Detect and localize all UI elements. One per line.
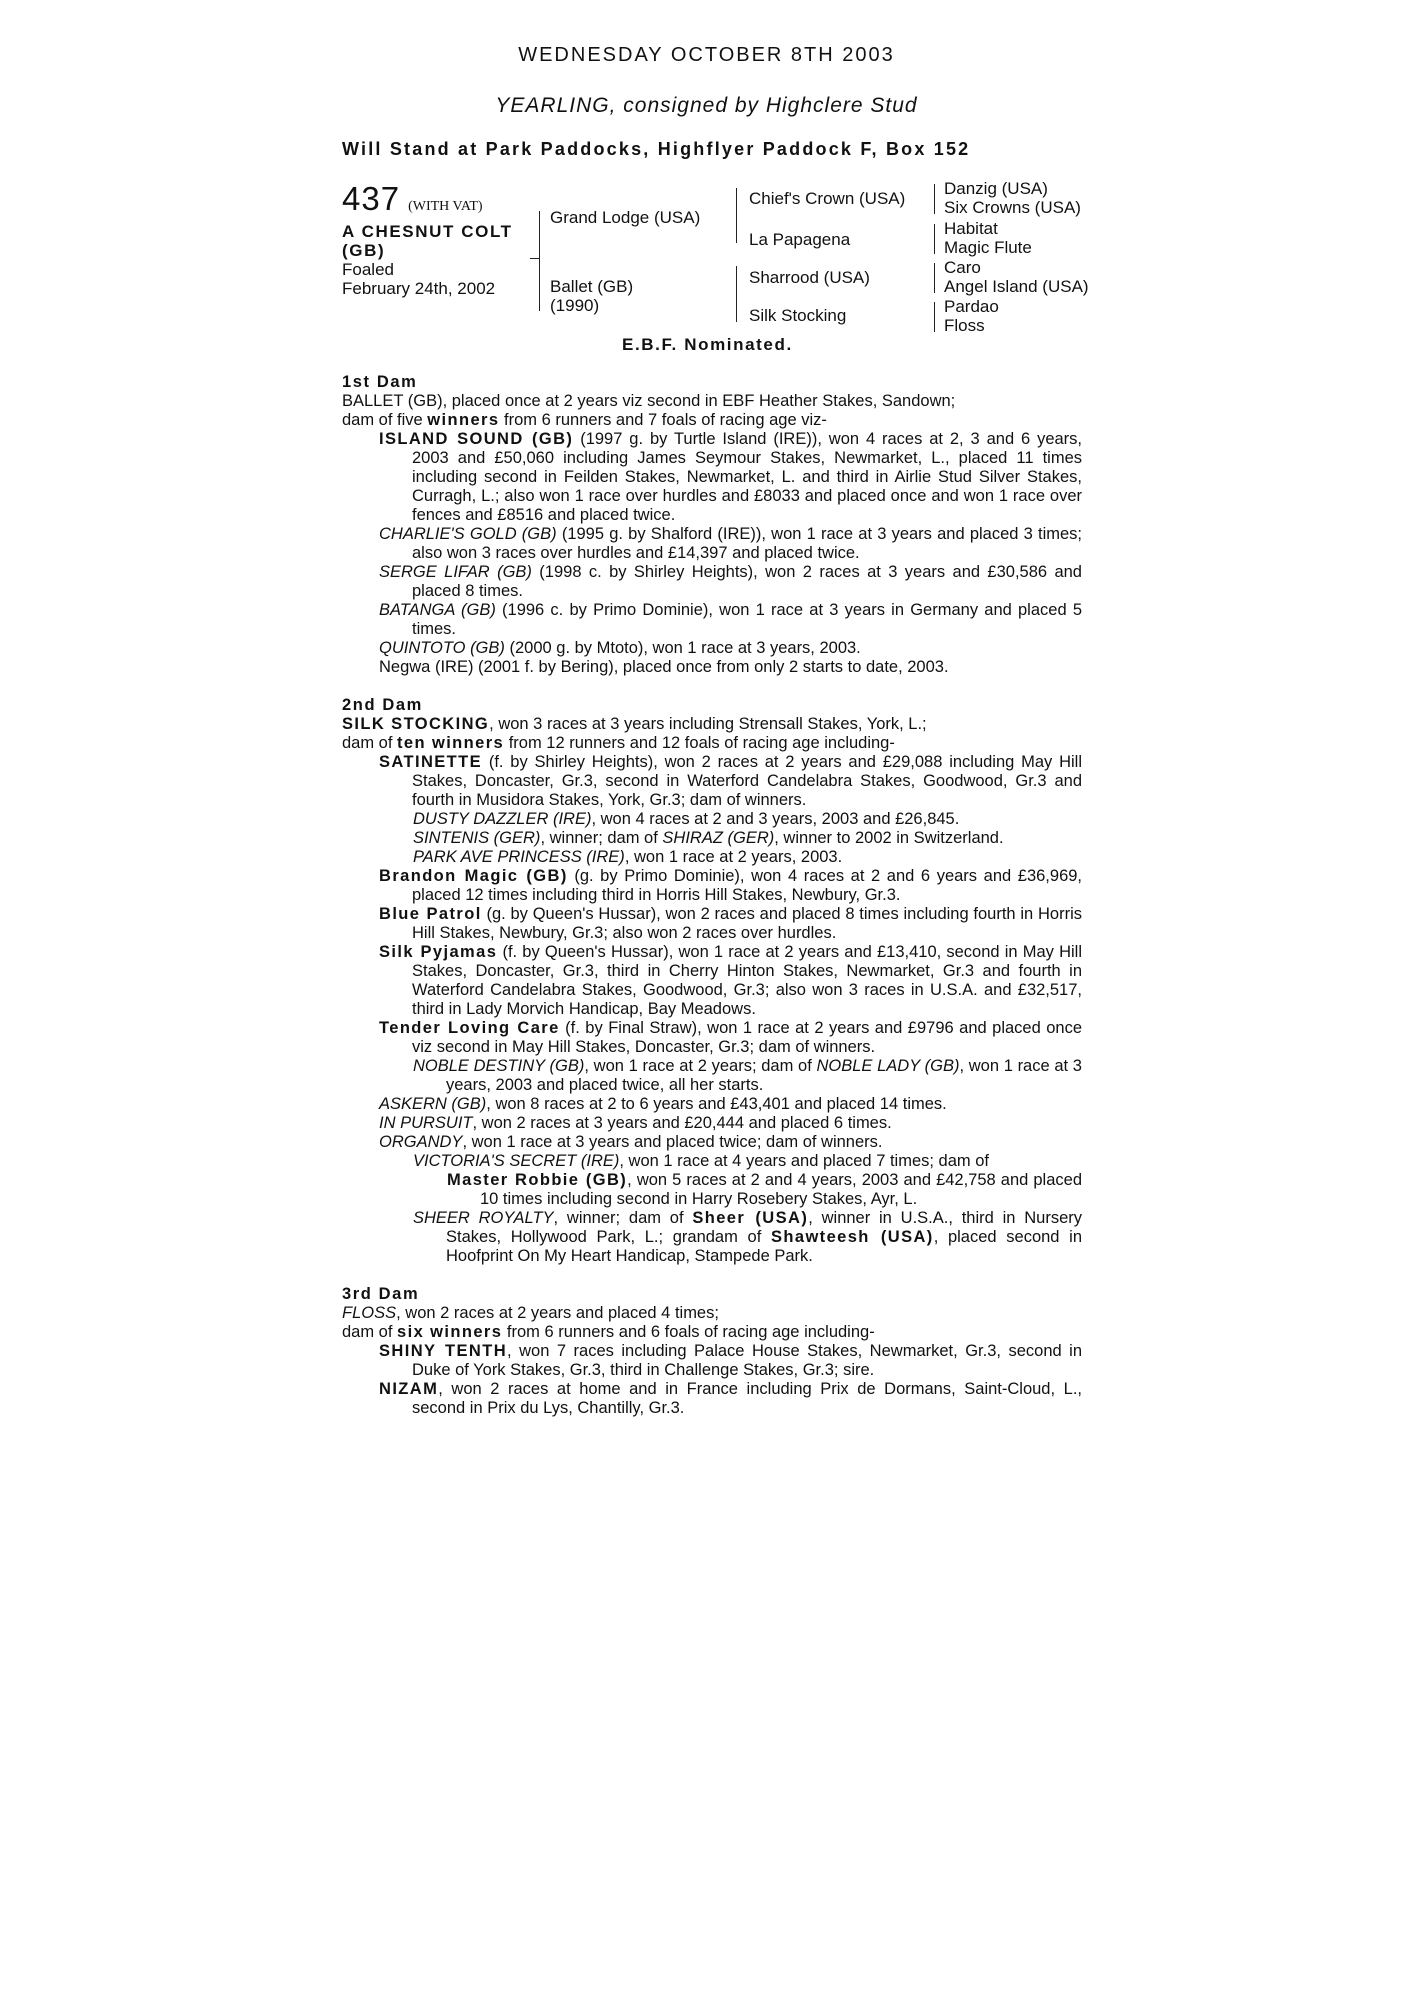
horse-name: SHEER ROYALTY bbox=[413, 1209, 554, 1227]
produce-subsubentry bbox=[342, 1171, 1082, 1209]
brace-g2 bbox=[934, 224, 935, 254]
entry-text: (g. by Primo Dominie), won 4 races at 2 and 6 years and £36,969, placed 12 times including third in Horris Hill Stakes, Newbury, Gr.3. bbox=[412, 867, 1083, 904]
produce-subentry bbox=[342, 1152, 1082, 1171]
entry-text: (g. by Queen's Hussar), won 2 races and placed 8 times including fourth in Horris Hill Stakes, Newbury, Gr.3; also won 2 races over hurdles. bbox=[412, 905, 1082, 942]
entry-text: , won 2 races at home and in France including Prix de Dormans, Saint-Cloud, L., second in Prix du Lys, Chantilly, Gr.3. bbox=[412, 1380, 1082, 1417]
produce-entry bbox=[342, 658, 1082, 677]
pedigree-g-dd-d: Floss bbox=[944, 316, 985, 335]
brace-g4 bbox=[934, 302, 935, 332]
entry-text: , won 1 race at 3 years, 2003 and placed twice, all her starts. bbox=[446, 1057, 1082, 1094]
entry-text: , won 7 races including Palace House Stakes, Newmarket, Gr.3, second in Duke of York Stakes, Gr.3, third in Challenge Stakes, Gr.3; sire. bbox=[412, 1342, 1083, 1379]
entry-text: , placed second in Hoofprint On My Heart Handicap, Stampede Park. bbox=[446, 1228, 1083, 1265]
produce-entry bbox=[342, 1133, 1082, 1152]
produce-entry bbox=[342, 563, 1082, 601]
brace-main bbox=[539, 211, 540, 311]
entry-text: , won 5 races at 2 and 4 years, 2003 and £42,758 and placed 10 times including second in Harry Rosebery Stakes, Ayr, L. bbox=[480, 1171, 1082, 1208]
text: dam of bbox=[342, 1323, 398, 1341]
third-dam-heading: 3rd Dam bbox=[342, 1285, 420, 1303]
horse-name: DUSTY DAZZLER (IRE) bbox=[413, 810, 592, 828]
produce-entry bbox=[342, 1380, 1082, 1418]
stand-location: Will Stand at Park Paddocks, Highflyer Paddock F, Box 152 bbox=[342, 139, 971, 159]
horse-name: CHARLIE'S GOLD (GB) bbox=[379, 525, 557, 543]
pedigree-dam: Ballet (GB) bbox=[550, 277, 634, 296]
horse-name: Tender Loving Care bbox=[379, 1019, 560, 1037]
horse-name: ORGANDY bbox=[379, 1133, 463, 1151]
winners-label: winners bbox=[427, 411, 500, 429]
produce-entry bbox=[342, 601, 1082, 639]
horse-name: NOBLE DESTINY (GB) bbox=[413, 1057, 585, 1075]
text: , won 3 races at 3 years including Strensall Stakes, York, L.; bbox=[489, 715, 927, 733]
consignment-line: YEARLING, consigned by Highclere Stud bbox=[495, 94, 918, 117]
produce-entry bbox=[342, 1019, 1082, 1057]
pedigree-notes bbox=[342, 373, 1082, 1418]
pedigree-g-ds-d: Angel Island (USA) bbox=[944, 277, 1089, 296]
horse-name: SHINY TENTH bbox=[379, 1342, 508, 1360]
produce-subentry bbox=[342, 829, 1082, 848]
horse-name: Master Robbie (GB) bbox=[447, 1171, 628, 1189]
entry-text: (1997 g. by Turtle Island (IRE)), won 4 races at 2, 3 and 6 years, 2003 and £50,060 including James Seymour Stakes, Newmarket, L., placed 11 times including second in Feilden Stakes, Newmarket, L. and third in Airlie Stud Silver Stakes, Curragh, L.; also won 1 race over hurdles and £8033 and placed once and won 1 race over fences and £8516 and placed twice. bbox=[412, 430, 1082, 524]
pedigree-g-ds-s: Caro bbox=[944, 258, 981, 277]
entry-text: (1996 c. by Primo Dominie), won 1 race at 3 years in Germany and placed 5 times. bbox=[412, 601, 1082, 638]
horse-name: Shawteesh (USA) bbox=[770, 1228, 934, 1246]
winners-label: ten winners bbox=[397, 734, 505, 752]
foaled-label: Foaled bbox=[342, 260, 394, 279]
pedigree-g-ss-s: Danzig (USA) bbox=[944, 179, 1048, 198]
entry-text: , winner in U.S.A., third in Nursery Stakes, Hollywood Park, L.; grandam of bbox=[446, 1209, 1082, 1246]
brace-main-tip bbox=[530, 258, 539, 259]
pedigree-dam-sire: Sharrood (USA) bbox=[749, 268, 870, 287]
produce-entry bbox=[342, 639, 1082, 658]
horse-name: SATINETTE bbox=[379, 753, 483, 771]
pedigree-g-dd-s: Pardao bbox=[944, 297, 999, 316]
produce-entry bbox=[342, 525, 1082, 563]
first-dam-intro-1: BALLET (GB), placed once at 2 years viz second in EBF Heather Stakes, Sandown; bbox=[342, 392, 956, 410]
brace-sire bbox=[736, 188, 737, 243]
entry-text: , won 1 race at 2 years, 2003. bbox=[624, 848, 843, 866]
lot-number: 437 bbox=[342, 180, 401, 217]
horse-name: Brandon Magic (GB) bbox=[379, 867, 568, 885]
produce-entry bbox=[342, 867, 1082, 905]
produce-entry bbox=[342, 753, 1082, 810]
foaled-date: February 24th, 2002 bbox=[342, 279, 496, 298]
horse-name: NIZAM bbox=[379, 1380, 439, 1398]
winners-label: six winners bbox=[397, 1323, 503, 1341]
pedigree-dam-dam: Silk Stocking bbox=[749, 306, 847, 325]
produce-entry bbox=[342, 943, 1082, 1019]
entry-text: (f. by Shirley Heights), won 2 races at 2 years and £29,088 including May Hill Stakes, Doncaster, Gr.3, second in Waterford Candelabra Stakes, Goodwood, Gr.3 and fourth in Musidora Stakes, York, Gr.3; dam of winners. bbox=[412, 753, 1082, 809]
pedigree-g-sd-s: Habitat bbox=[944, 219, 998, 238]
first-dam-heading: 1st Dam bbox=[342, 373, 418, 391]
pedigree-g-ss-d: Six Crowns (USA) bbox=[944, 198, 1081, 217]
vat-note: (WITH VAT) bbox=[408, 199, 483, 214]
entry-text: , won 2 races at 3 years and £20,444 and placed 6 times. bbox=[472, 1114, 892, 1132]
entry-text: (1995 g. by Shalford (IRE)), won 1 race at 3 years and placed 3 times; also won 3 races over hurdles and £14,397 and placed twice. bbox=[412, 525, 1082, 562]
horse-name: SERGE LIFAR (GB) bbox=[379, 563, 532, 581]
produce-entry bbox=[342, 905, 1082, 943]
pedigree-dam-year: (1990) bbox=[550, 296, 600, 315]
produce-subentry bbox=[342, 848, 1082, 867]
horse-name: QUINTOTO (GB) bbox=[379, 639, 505, 657]
pedigree-sire-dam: La Papagena bbox=[749, 230, 851, 249]
third-dam-intro-1 bbox=[342, 1304, 1082, 1323]
produce-entry bbox=[342, 1095, 1082, 1114]
third-dam-intro-2 bbox=[342, 1323, 1082, 1342]
horse-name: Sheer (USA) bbox=[692, 1209, 809, 1227]
brace-dam bbox=[736, 266, 737, 322]
entry-text: , won 1 race at 4 years and placed 7 times; dam of bbox=[619, 1152, 989, 1170]
produce-subentry bbox=[342, 1057, 1082, 1095]
text: from 12 runners and 12 foals of racing age including- bbox=[504, 734, 895, 752]
horse-name: PARK AVE PRINCESS (IRE) bbox=[413, 848, 625, 866]
entry-text: (1998 c. by Shirley Heights), won 2 races at 3 years and £30,586 and placed 8 times. bbox=[412, 563, 1082, 600]
horse-name: IN PURSUIT bbox=[379, 1114, 473, 1132]
lot-info bbox=[342, 180, 542, 298]
entry-text: Negwa (IRE) (2001 f. by Bering), placed once from only 2 starts to date, 2003. bbox=[379, 658, 949, 676]
horse-name: Blue Patrol bbox=[379, 905, 482, 923]
entry-text: , winner; dam of bbox=[553, 1209, 693, 1227]
horse-name: SILK STOCKING bbox=[342, 715, 490, 733]
entry-text: (2000 g. by Mtoto), won 1 race at 3 years, 2003. bbox=[504, 639, 861, 657]
text: , won 2 races at 2 years and placed 4 times; bbox=[396, 1304, 719, 1322]
pedigree-sire: Grand Lodge (USA) bbox=[550, 208, 701, 227]
text: dam of five bbox=[342, 411, 428, 429]
horse-name: Silk Pyjamas bbox=[379, 943, 498, 961]
produce-entry bbox=[342, 1114, 1082, 1133]
first-dam-intro-2 bbox=[342, 411, 1082, 430]
horse-name: SINTENIS (GER) bbox=[413, 829, 541, 847]
brace-g1 bbox=[934, 184, 935, 214]
entry-text: , won 1 race at 2 years; dam of bbox=[584, 1057, 817, 1075]
entry-text: , won 4 races at 2 and 3 years, 2003 and £26,845. bbox=[591, 810, 960, 828]
entry-text: , winner to 2002 in Switzerland. bbox=[774, 829, 1004, 847]
horse-name: VICTORIA'S SECRET (IRE) bbox=[413, 1152, 620, 1170]
text: from 6 runners and 6 foals of racing age including- bbox=[502, 1323, 875, 1341]
brace-g3 bbox=[934, 263, 935, 293]
entry-text: (f. by Queen's Hussar), won 1 race at 2 years and £13,410, second in May Hill Stakes, Doncaster, Gr.3, third in Cherry Hinton Stakes, Newmarket, Gr.3 and fourth in Waterford Candelabra Stakes, Goodwood, Gr.3; also won 3 races in U.S.A. and £32,517, third in Lady Morvich Handicap, Bay Meadows. bbox=[412, 943, 1082, 1018]
entry-text: , won 1 race at 3 years and placed twice; dam of winners. bbox=[462, 1133, 883, 1151]
ebf-nomination: E.B.F. Nominated. bbox=[622, 335, 793, 354]
horse-name: SHIRAZ (GER) bbox=[662, 829, 775, 847]
lot-description-2: (GB) bbox=[342, 241, 386, 260]
sale-date: WEDNESDAY OCTOBER 8TH 2003 bbox=[518, 44, 895, 66]
text: from 6 runners and 7 foals of racing age viz- bbox=[499, 411, 827, 429]
entry-text: , winner; dam of bbox=[540, 829, 663, 847]
horse-name: BATANGA (GB) bbox=[379, 601, 496, 619]
second-dam-heading: 2nd Dam bbox=[342, 696, 423, 714]
second-dam-intro-1 bbox=[342, 715, 1082, 734]
lot-description-1: A CHESNUT COLT bbox=[342, 222, 513, 241]
entry-text: (f. by Final Straw), won 1 race at 2 years and £9796 and placed once viz second in May Hill Stakes, Doncaster, Gr.3; dam of winners. bbox=[412, 1019, 1083, 1056]
horse-name: ASKERN (GB) bbox=[379, 1095, 487, 1113]
produce-entry bbox=[342, 1342, 1082, 1380]
produce-subentry bbox=[342, 810, 1082, 829]
horse-name: FLOSS bbox=[342, 1304, 397, 1322]
pedigree-sire-sire: Chief's Crown (USA) bbox=[749, 189, 906, 208]
entry-text: , won 8 races at 2 to 6 years and £43,401 and placed 14 times. bbox=[486, 1095, 947, 1113]
text: dam of bbox=[342, 734, 398, 752]
pedigree-g-sd-d: Magic Flute bbox=[944, 238, 1032, 257]
horse-name: ISLAND SOUND (GB) bbox=[379, 430, 574, 448]
produce-subentry bbox=[342, 1209, 1082, 1266]
produce-entry bbox=[342, 430, 1082, 525]
horse-name: NOBLE LADY (GB) bbox=[816, 1057, 960, 1075]
second-dam-intro-2 bbox=[342, 734, 1082, 753]
